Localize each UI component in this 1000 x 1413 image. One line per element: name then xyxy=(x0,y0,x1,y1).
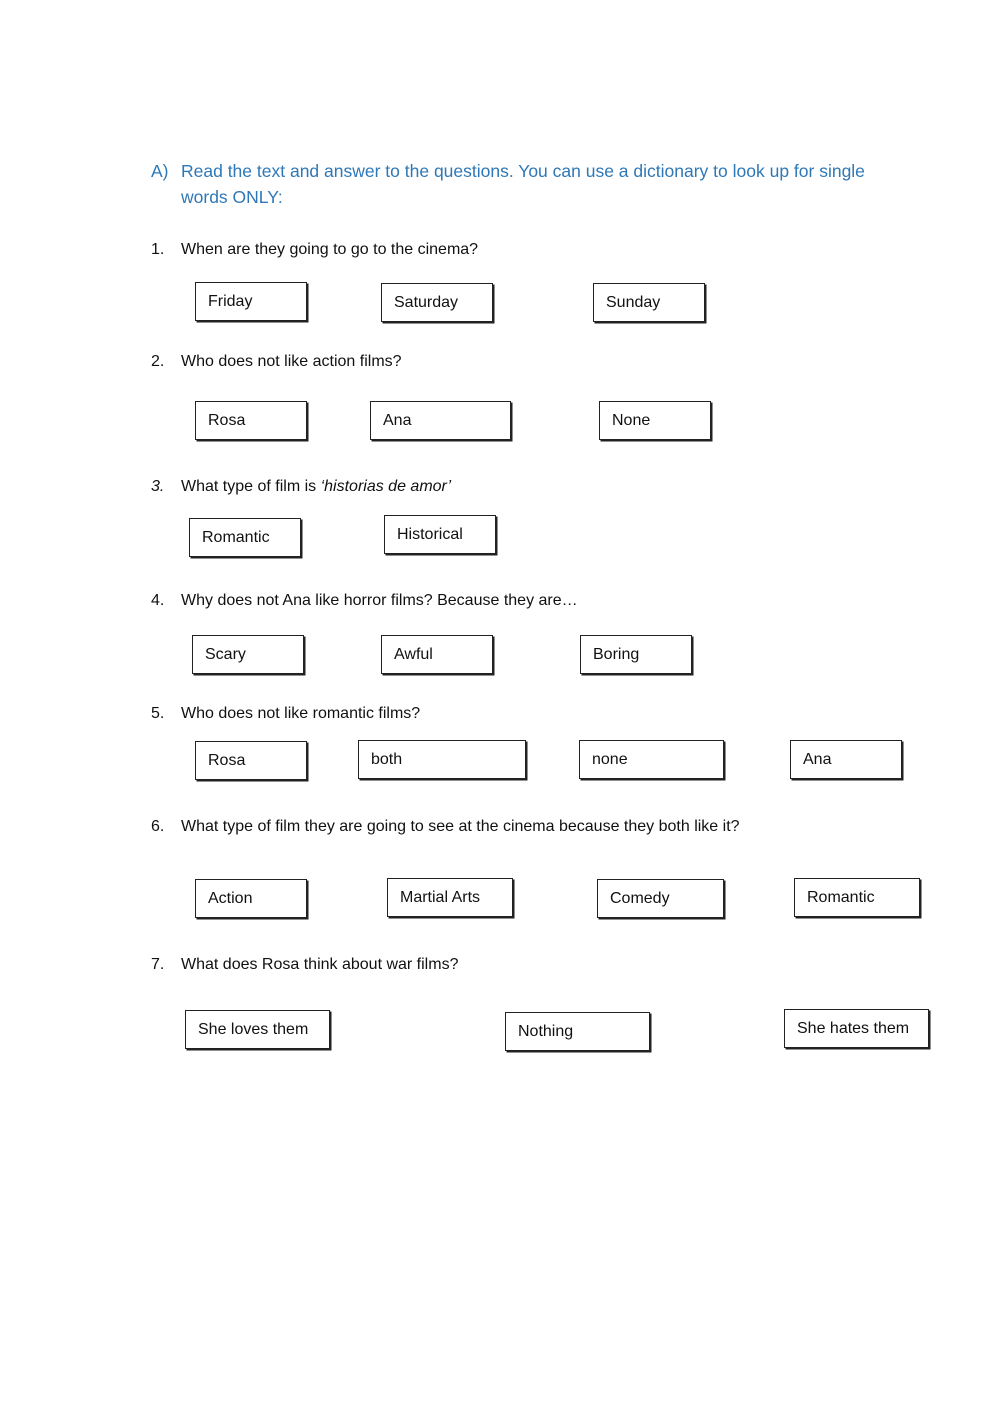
question-6 xyxy=(151,817,740,837)
answer-option-rosa[interactable]: Rosa xyxy=(195,401,307,440)
answer-option-sunday[interactable]: Sunday xyxy=(593,283,705,322)
answer-option-martial-arts[interactable]: Martial Arts xyxy=(387,878,513,917)
question-1 xyxy=(151,240,478,260)
answer-option-scary[interactable]: Scary xyxy=(192,635,304,674)
question-text: When are they going to go to the cinema? xyxy=(181,241,479,258)
answer-option-boring[interactable]: Boring xyxy=(580,635,692,674)
answer-option-she-hates-them[interactable]: She hates them xyxy=(784,1009,929,1048)
question-number: 6. xyxy=(151,818,165,835)
answer-option-she-loves-them[interactable]: She loves them xyxy=(185,1010,330,1049)
answer-option-none[interactable]: None xyxy=(599,401,711,440)
question-number: 2. xyxy=(151,353,165,370)
question-7 xyxy=(151,955,458,975)
answer-option-romantic[interactable]: Romantic xyxy=(794,878,920,917)
question-text: Who does not like romantic films? xyxy=(181,705,421,722)
answer-option-none[interactable]: none xyxy=(579,740,724,779)
answer-option-nothing[interactable]: Nothing xyxy=(505,1012,650,1051)
instruction-text: Read the text and answer to the questions. You can use a dictionary to look up for single words ONLY: xyxy=(181,161,865,207)
question-number: 7. xyxy=(151,956,165,973)
answer-option-friday[interactable]: Friday xyxy=(195,282,307,321)
answer-option-awful[interactable]: Awful xyxy=(381,635,493,674)
question-text: What does Rosa think about war films? xyxy=(181,956,459,973)
answer-option-romantic[interactable]: Romantic xyxy=(189,518,301,557)
answer-option-both[interactable]: both xyxy=(358,740,526,779)
question-number: 5. xyxy=(151,705,165,722)
answer-option-historical[interactable]: Historical xyxy=(384,515,496,554)
question-text: Why does not Ana like horror films? Because they are… xyxy=(181,592,578,609)
question-number: 4. xyxy=(151,592,165,609)
instruction-heading xyxy=(151,158,871,210)
answer-option-saturday[interactable]: Saturday xyxy=(381,283,493,322)
answer-option-action[interactable]: Action xyxy=(195,879,307,918)
question-emphasis: ‘historias de amor’ xyxy=(320,478,452,495)
question-text: What type of film they are going to see at the cinema because they both like it? xyxy=(181,818,740,835)
answer-option-ana[interactable]: Ana xyxy=(370,401,511,440)
question-text: What type of film is xyxy=(181,478,321,495)
answer-option-comedy[interactable]: Comedy xyxy=(597,879,724,918)
question-text: Who does not like action films? xyxy=(181,353,402,370)
answer-option-ana[interactable]: Ana xyxy=(790,740,902,779)
question-5 xyxy=(151,704,420,724)
question-2 xyxy=(151,352,402,372)
question-4 xyxy=(151,591,578,611)
question-number: 1. xyxy=(151,241,165,258)
question-number: 3. xyxy=(151,478,165,495)
instruction-marker: A) xyxy=(151,161,169,181)
question-3 xyxy=(151,477,451,497)
answer-option-rosa[interactable]: Rosa xyxy=(195,741,307,780)
